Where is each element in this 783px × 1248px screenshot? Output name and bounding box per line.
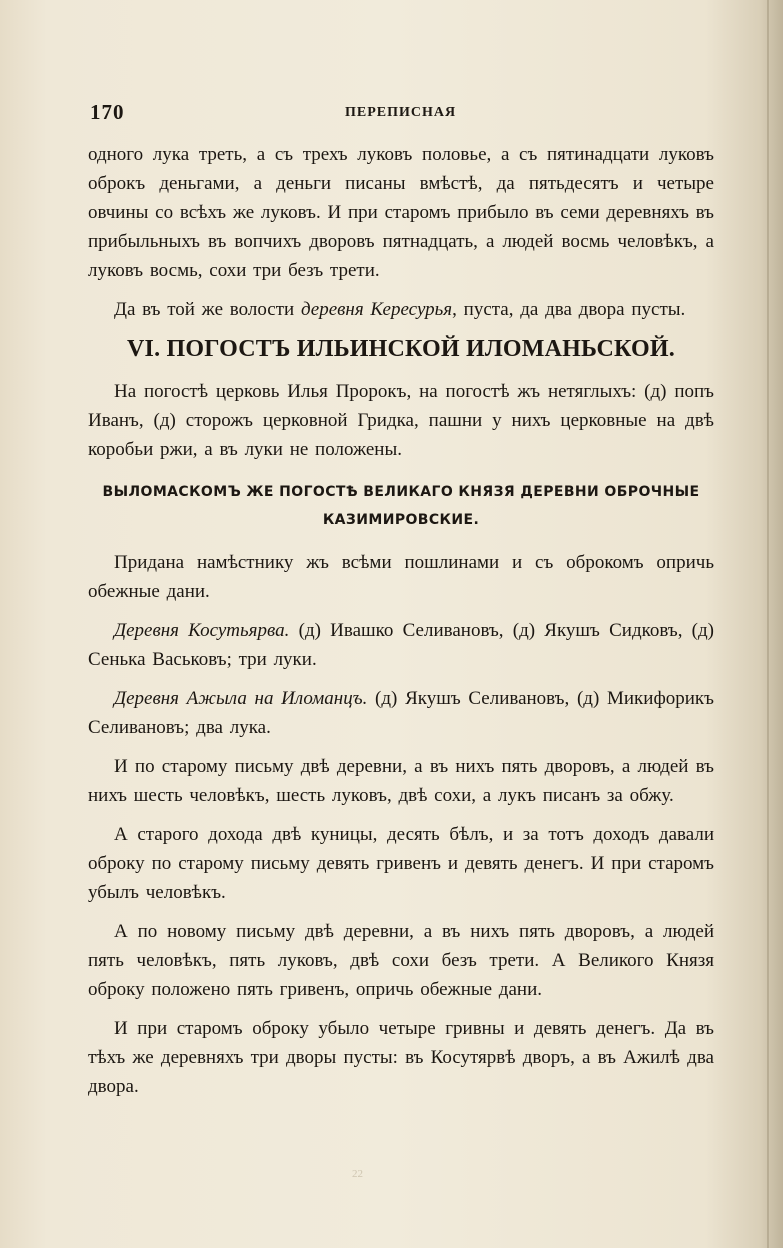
- paragraph-3: На погостѣ церковь Илья Пророкъ, на погостѣ жъ нетяглыхъ: (д) попъ Иванъ, (д) сторожъ церковной Гридка, пашни у нихъ церковные на двѣ коробьи ржи, а въ луки не положены.: [88, 381, 714, 460]
- paragraph-5: [88, 616, 714, 674]
- paragraph-4: Придана намѣстнику жъ всѣми пошлинами и съ оброкомъ опричь обежные дани.: [88, 552, 714, 602]
- paragraph-6: [88, 684, 714, 742]
- paragraph-2-text: Да въ той же волости: [114, 299, 301, 320]
- paragraph-10: И при старомъ оброку убыло четыре гривны и девять денегъ. Да въ тѣхъ же деревняхъ три дворы пусты: въ Косутярвѣ дворъ, а въ Ажилѣ два двора.: [88, 1018, 714, 1097]
- subheading: [88, 478, 714, 534]
- village-name-keresurya: деревня Кересурья: [300, 299, 453, 320]
- village-name-azhyla: Деревня Ажыла на Иломанцъ.: [114, 688, 368, 709]
- faint-bleedthrough-mark: 22: [352, 1168, 363, 1180]
- paragraph-2-tail: , пуста, да два двора пусты.: [452, 299, 686, 320]
- paragraph-6-text: (д) Якушъ Селивановъ, (д) Микифорикъ Селивановъ; два лука.: [88, 688, 714, 738]
- page-body: [88, 140, 714, 1101]
- running-head: ПЕРЕПИСНАЯ: [345, 105, 457, 120]
- page-edge: [767, 0, 769, 1248]
- paragraph-2: [88, 295, 714, 324]
- paragraph-7: И по старому письму двѣ деревни, а въ нихъ пять дворовъ, а людей въ нихъ шесть человѣкъ, шесть луковъ, двѣ сохи, а лукъ писанъ за обжу.: [88, 756, 714, 806]
- page-header: [90, 100, 710, 130]
- page-number: 170: [90, 100, 125, 124]
- paragraph-8: А старого дохода двѣ куницы, десять бѣлъ, и за тотъ доходъ давали оброку по старому письму девять гривенъ и девять денегъ. И при старомъ убылъ человѣкъ.: [88, 824, 714, 903]
- paragraph-9: А по новому письму двѣ деревни, а въ нихъ пять дворовъ, а людей пять человѣкъ, пять луковъ, двѣ сохи безъ трети. А Великого Князя оброку положено пять гривенъ, опричь обежные дани.: [88, 921, 714, 1000]
- paragraph-1: одного лука треть, а съ трехъ луковъ половье, а съ пятинадцати луковъ оброкъ деньгами, а деньги писаны вмѣстѣ, да пятьдесятъ и четыре овчины со всѣхъ же луковъ. И при старомъ прибыло въ семи деревняхъ въ прибыльныхъ въ вопчихъ дворовъ пятнадцать, а людей восмь человѣкъ, а луковъ восмь, сохи три безъ трети.: [88, 144, 714, 281]
- subheading-line-1: ВЫЛОМАСКОМЪ ЖЕ ПОГОСТѢ ВЕЛИКАГО КНЯЗЯ ДЕРЕВНИ ОБРОЧНЫЕ: [102, 484, 700, 500]
- paragraph-5-text: (д) Ивашко Селивановъ, (д) Якушъ Сидковъ, (д) Сенька Васьковъ; три луки.: [88, 620, 714, 670]
- village-name-kosutyarva: Деревня Косутьярва.: [114, 620, 290, 641]
- section-title: VI. ПОГОСТЪ ИЛЬИНСКОЙ ИЛОМАНЬСКОЙ.: [127, 336, 675, 362]
- subheading-line-2: КАЗИМИРОВСКИЕ.: [322, 512, 480, 528]
